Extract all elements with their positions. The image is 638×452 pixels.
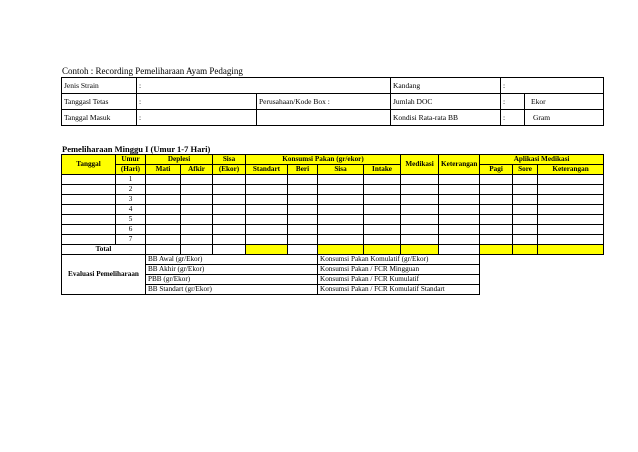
sisa-cell[interactable] — [213, 205, 246, 215]
info-row-tetas — [62, 94, 604, 110]
beri-cell[interactable] — [288, 205, 318, 215]
sore-cell[interactable] — [513, 185, 538, 195]
tanggal-header: Tanggal — [62, 155, 116, 175]
table-row — [62, 175, 604, 185]
page-caption: Contoh : Recording Pemeliharaan Ayam Pedaging — [62, 66, 243, 76]
pagi-header: Pagi — [480, 165, 513, 175]
tanggal-masuk-blank[interactable] — [257, 110, 391, 126]
jumlah-doc-label: Jumlah DOC — [391, 94, 501, 110]
sisa-pakan-header: Sisa — [318, 165, 364, 175]
keterangan-aplikasi-cell[interactable] — [538, 175, 604, 185]
deplesi-header: Deplesi — [146, 155, 213, 165]
sisa-pakan-cell[interactable] — [318, 185, 364, 195]
pagi-cell[interactable] — [480, 235, 513, 245]
total-beri[interactable] — [288, 245, 318, 255]
header-row-2 — [62, 165, 604, 175]
table-row — [62, 205, 604, 215]
section-title: Pemeliharaan Minggu I (Umur 1-7 Hari) — [62, 144, 211, 154]
total-label: Total — [62, 245, 146, 255]
tanggal-masuk-label: Tanggal Masuk — [62, 110, 137, 126]
keterangan-cell[interactable] — [439, 185, 480, 195]
keterangan-cell[interactable] — [439, 215, 480, 225]
total-afkir[interactable] — [181, 245, 213, 255]
sore-cell[interactable] — [513, 195, 538, 205]
sore-cell[interactable] — [513, 215, 538, 225]
kandang-label: Kandang — [391, 78, 501, 94]
medikasi-header: Medikasi — [401, 155, 439, 175]
medikasi-cell[interactable] — [401, 205, 439, 215]
sore-cell[interactable] — [513, 225, 538, 235]
evaluasi-left-item: PBB (gr/Ekor) — [146, 275, 318, 285]
kondisi-label: Kondisi Rata-rata BB — [391, 110, 501, 126]
intake-cell[interactable] — [364, 215, 401, 225]
afkir-cell[interactable] — [181, 215, 213, 225]
sisa-pakan-cell[interactable] — [318, 195, 364, 205]
sisa-cell[interactable] — [213, 185, 246, 195]
kondisi-unit[interactable]: Gram — [525, 110, 604, 126]
recording-table — [61, 154, 604, 295]
intake-cell[interactable] — [364, 235, 401, 245]
keterangan-header: Keterangan — [439, 155, 480, 175]
header-row-1 — [62, 155, 604, 165]
tanggal-cell[interactable] — [62, 175, 116, 185]
umur-cell: 5 — [116, 215, 146, 225]
jumlah-doc-unit[interactable]: Ekor — [525, 94, 604, 110]
sore-header: Sore — [513, 165, 538, 175]
intake-cell[interactable] — [364, 185, 401, 195]
evaluasi-right-item: Konsumsi Pakan / FCR Komulatif Standart — [318, 285, 480, 295]
info-row-masuk — [62, 110, 604, 126]
medikasi-cell[interactable] — [401, 175, 439, 185]
tanggal-cell[interactable] — [62, 225, 116, 235]
sore-cell[interactable] — [513, 235, 538, 245]
medikasi-cell[interactable] — [401, 215, 439, 225]
sisa-pakan-cell[interactable] — [318, 205, 364, 215]
total-pagi[interactable] — [480, 245, 513, 255]
umur-header: Umur — [116, 155, 146, 165]
afkir-cell[interactable] — [181, 205, 213, 215]
keterangan-aplikasi-cell[interactable] — [538, 195, 604, 205]
total-medikasi[interactable] — [401, 245, 439, 255]
sisa-header: Sisa — [213, 155, 246, 165]
standart-header: Standart — [246, 165, 288, 175]
mati-cell[interactable] — [146, 205, 181, 215]
info-table — [61, 77, 604, 126]
standart-cell[interactable] — [246, 185, 288, 195]
evaluasi-right-item: Konsumsi Pakan / FCR Kumulatif — [318, 275, 480, 285]
keterangan-aplikasi-cell[interactable] — [538, 225, 604, 235]
keterangan-cell[interactable] — [439, 175, 480, 185]
standart-cell[interactable] — [246, 175, 288, 185]
jenis-strain-label: Jenis Strain — [62, 78, 137, 94]
keterangan-aplikasi-cell[interactable] — [538, 215, 604, 225]
tanggal-tetas-label: Tanggasl Tetas — [62, 94, 137, 110]
beri-cell[interactable] — [288, 195, 318, 205]
total-sisa-pakan[interactable] — [318, 245, 364, 255]
table-row — [62, 235, 604, 245]
standart-cell[interactable] — [246, 215, 288, 225]
sisa-pakan-cell[interactable] — [318, 175, 364, 185]
konsumsi-header: Konsumsi Pakan (gr/ekor) — [246, 155, 401, 165]
keterangan-aplikasi-cell[interactable] — [538, 235, 604, 245]
beri-cell[interactable] — [288, 225, 318, 235]
mati-cell[interactable] — [146, 175, 181, 185]
sisa-cell[interactable] — [213, 215, 246, 225]
ekor-header: (Ekor) — [213, 165, 246, 175]
sore-cell[interactable] — [513, 205, 538, 215]
pagi-cell[interactable] — [480, 185, 513, 195]
standart-cell[interactable] — [246, 205, 288, 215]
table-row — [62, 185, 604, 195]
pagi-cell[interactable] — [480, 215, 513, 225]
tanggal-tetas-value[interactable]: : — [137, 94, 257, 110]
total-standart[interactable] — [246, 245, 288, 255]
beri-cell[interactable] — [288, 185, 318, 195]
beri-header: Beri — [288, 165, 318, 175]
umur-cell: 4 — [116, 205, 146, 215]
evaluasi-row — [62, 255, 604, 265]
tanggal-cell[interactable] — [62, 185, 116, 195]
keterangan-cell[interactable] — [439, 235, 480, 245]
intake-header: Intake — [364, 165, 401, 175]
perusahaan-label[interactable]: Perusahaan/Kode Box : — [257, 94, 391, 110]
sore-cell[interactable] — [513, 175, 538, 185]
kondisi-colon: : — [501, 110, 525, 126]
mati-cell[interactable] — [146, 235, 181, 245]
medikasi-cell[interactable] — [401, 235, 439, 245]
beri-cell[interactable] — [288, 215, 318, 225]
sisa-pakan-cell[interactable] — [318, 235, 364, 245]
evaluasi-label: Evaluasi Pemeliharaan — [62, 255, 146, 295]
tanggal-cell[interactable] — [62, 205, 116, 215]
evaluasi-left-item: BB Akhir (gr/Ekor) — [146, 265, 318, 275]
mati-cell[interactable] — [146, 185, 181, 195]
total-sisa[interactable] — [213, 245, 246, 255]
pagi-cell[interactable] — [480, 175, 513, 185]
medikasi-cell[interactable] — [401, 225, 439, 235]
afkir-cell[interactable] — [181, 185, 213, 195]
tanggal-cell[interactable] — [62, 215, 116, 225]
evaluasi-left-item: BB Awal (gr/Ekor) — [146, 255, 318, 265]
medikasi-cell[interactable] — [401, 185, 439, 195]
pagi-cell[interactable] — [480, 195, 513, 205]
afkir-header: Afkir — [181, 165, 213, 175]
umur-cell: 3 — [116, 195, 146, 205]
jenis-strain-value[interactable]: : — [137, 78, 391, 94]
sisa-cell[interactable] — [213, 235, 246, 245]
umur-cell: 2 — [116, 185, 146, 195]
sisa-cell[interactable] — [213, 195, 246, 205]
mati-cell[interactable] — [146, 215, 181, 225]
table-row — [62, 195, 604, 205]
sisa-pakan-cell[interactable] — [318, 215, 364, 225]
intake-cell[interactable] — [364, 225, 401, 235]
total-intake[interactable] — [364, 245, 401, 255]
intake-cell[interactable] — [364, 205, 401, 215]
standart-cell[interactable] — [246, 195, 288, 205]
tanggal-cell[interactable] — [62, 195, 116, 205]
kandang-value[interactable]: : — [501, 78, 604, 94]
keterangan-cell[interactable] — [439, 225, 480, 235]
info-row-strain — [62, 78, 604, 94]
hari-header: (Hari) — [116, 165, 146, 175]
keterangan-cell[interactable] — [439, 205, 480, 215]
afkir-cell[interactable] — [181, 175, 213, 185]
intake-cell[interactable] — [364, 195, 401, 205]
total-mati[interactable] — [146, 245, 181, 255]
evaluasi-left-item: BB Standart (gr/Ekor) — [146, 285, 318, 295]
mati-header: Mati — [146, 165, 181, 175]
table-row — [62, 215, 604, 225]
mati-cell[interactable] — [146, 195, 181, 205]
beri-cell[interactable] — [288, 235, 318, 245]
sisa-cell[interactable] — [213, 175, 246, 185]
keterangan-cell[interactable] — [439, 195, 480, 205]
tanggal-masuk-value[interactable]: : — [137, 110, 257, 126]
keterangan-aplikasi-header: Keterangan — [538, 165, 604, 175]
evaluasi-right-item: Konsumsi Pakan Komulatif (gr/Ekor) — [318, 255, 480, 265]
keterangan-aplikasi-cell[interactable] — [538, 185, 604, 195]
total-row — [62, 245, 604, 255]
intake-cell[interactable] — [364, 175, 401, 185]
afkir-cell[interactable] — [181, 225, 213, 235]
pagi-cell[interactable] — [480, 205, 513, 215]
mati-cell[interactable] — [146, 225, 181, 235]
tanggal-cell[interactable] — [62, 235, 116, 245]
afkir-cell[interactable] — [181, 235, 213, 245]
umur-cell: 6 — [116, 225, 146, 235]
umur-cell: 1 — [116, 175, 146, 185]
aplikasi-header: Aplikasi Medikasi — [480, 155, 604, 165]
standart-cell[interactable] — [246, 235, 288, 245]
medikasi-cell[interactable] — [401, 195, 439, 205]
sisa-pakan-cell[interactable] — [318, 225, 364, 235]
evaluasi-right-item: Konsumsi Pakan / FCR Mingguan — [318, 265, 480, 275]
total-keterangan[interactable] — [439, 245, 480, 255]
sisa-cell[interactable] — [213, 225, 246, 235]
standart-cell[interactable] — [246, 225, 288, 235]
total-keterangan-aplikasi[interactable] — [538, 245, 604, 255]
beri-cell[interactable] — [288, 175, 318, 185]
umur-cell: 7 — [116, 235, 146, 245]
table-row — [62, 225, 604, 235]
afkir-cell[interactable] — [181, 195, 213, 205]
pagi-cell[interactable] — [480, 225, 513, 235]
jumlah-doc-colon: : — [501, 94, 525, 110]
keterangan-aplikasi-cell[interactable] — [538, 205, 604, 215]
total-sore[interactable] — [513, 245, 538, 255]
